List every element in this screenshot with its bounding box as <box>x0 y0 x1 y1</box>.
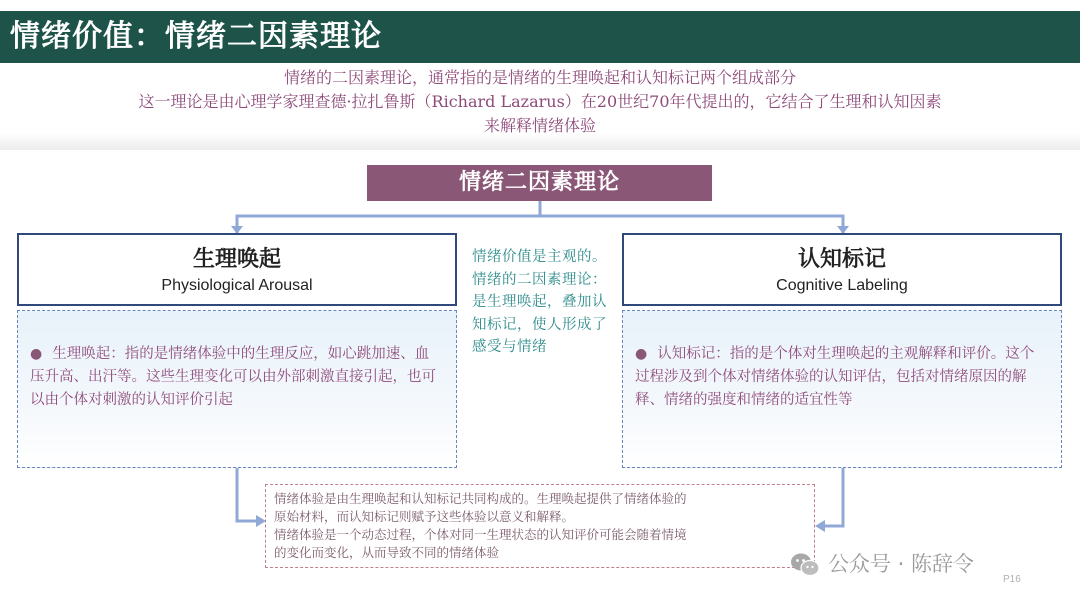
right-title-cn: 认知标记 <box>797 247 886 272</box>
page-title: 情绪价值：情绪二因素理论 <box>0 11 1080 63</box>
connector-top-right <box>540 216 843 233</box>
cognitive-labeling-body <box>622 310 1062 468</box>
right-title-en: Cognitive Labeling <box>776 277 908 294</box>
bullet-icon: ● <box>30 346 43 362</box>
watermark-text: 公众号 · 陈辞令 <box>828 552 975 576</box>
left-body-text: 生理唤起：指的是情绪体验中的生理反应，如心跳加速、血压升高、出汗等。这些生理变化可以由外部刺激直接引起，也可以由个体对刺激的认知评价引起 <box>30 346 436 408</box>
intro-line-3: 来解释情绪体验 <box>483 116 596 135</box>
watermark <box>790 547 974 581</box>
right-body-text: 认知标记：指的是个体对生理唤起的主观解释和评价。这个过程涉及到个体对情绪体验的认知评估，包括对情绪原因的解释、情绪的强度和情绪的适宜性等 <box>635 346 1035 408</box>
middle-note: 情绪价值是主观的。情绪的二因素理论：是生理唤起，叠加认知标记，使人形成了感受与情绪 <box>472 249 607 355</box>
arrow-bottom-right-icon <box>815 520 825 532</box>
summary-line-2: 原始材料，而认知标记则赋予这些体验以意义和解释。 <box>274 509 575 524</box>
connector-bottom-right <box>818 468 843 526</box>
connector-top-left <box>237 201 540 233</box>
left-title-en: Physiological Arousal <box>161 277 313 294</box>
cognitive-labeling-header <box>622 233 1062 306</box>
intro-line-1: 情绪的二因素理论，通常指的是情绪的生理唤起和认知标记两个组成部分 <box>283 68 796 87</box>
bullet-icon: ● <box>635 346 648 362</box>
intro-line-2: 这一理论是由心理学家理查德·拉扎鲁斯（Richard Lazarus）在20世纪70年代提出的，它结合了生理和认知因素 <box>138 92 942 111</box>
wechat-icon <box>790 552 820 578</box>
connector-bottom-left <box>237 468 263 521</box>
page-number: P16 <box>1003 574 1021 585</box>
left-title-cn: 生理唤起 <box>192 247 281 272</box>
summary-line-3: 情绪体验是一个动态过程，个体对同一生理状态的认知评价可能会随着情境 <box>274 527 687 542</box>
physiological-arousal-header <box>17 233 457 306</box>
summary-line-4: 的变化而变化，从而导致不同的情绪体验 <box>274 545 500 560</box>
theory-title-box: 情绪二因素理论 <box>367 165 712 201</box>
summary-note <box>265 484 815 568</box>
physiological-arousal-body <box>17 310 457 468</box>
summary-line-1: 情绪体验是由生理唤起和认知标记共同构成的。生理唤起提供了情绪体验的 <box>274 491 687 506</box>
